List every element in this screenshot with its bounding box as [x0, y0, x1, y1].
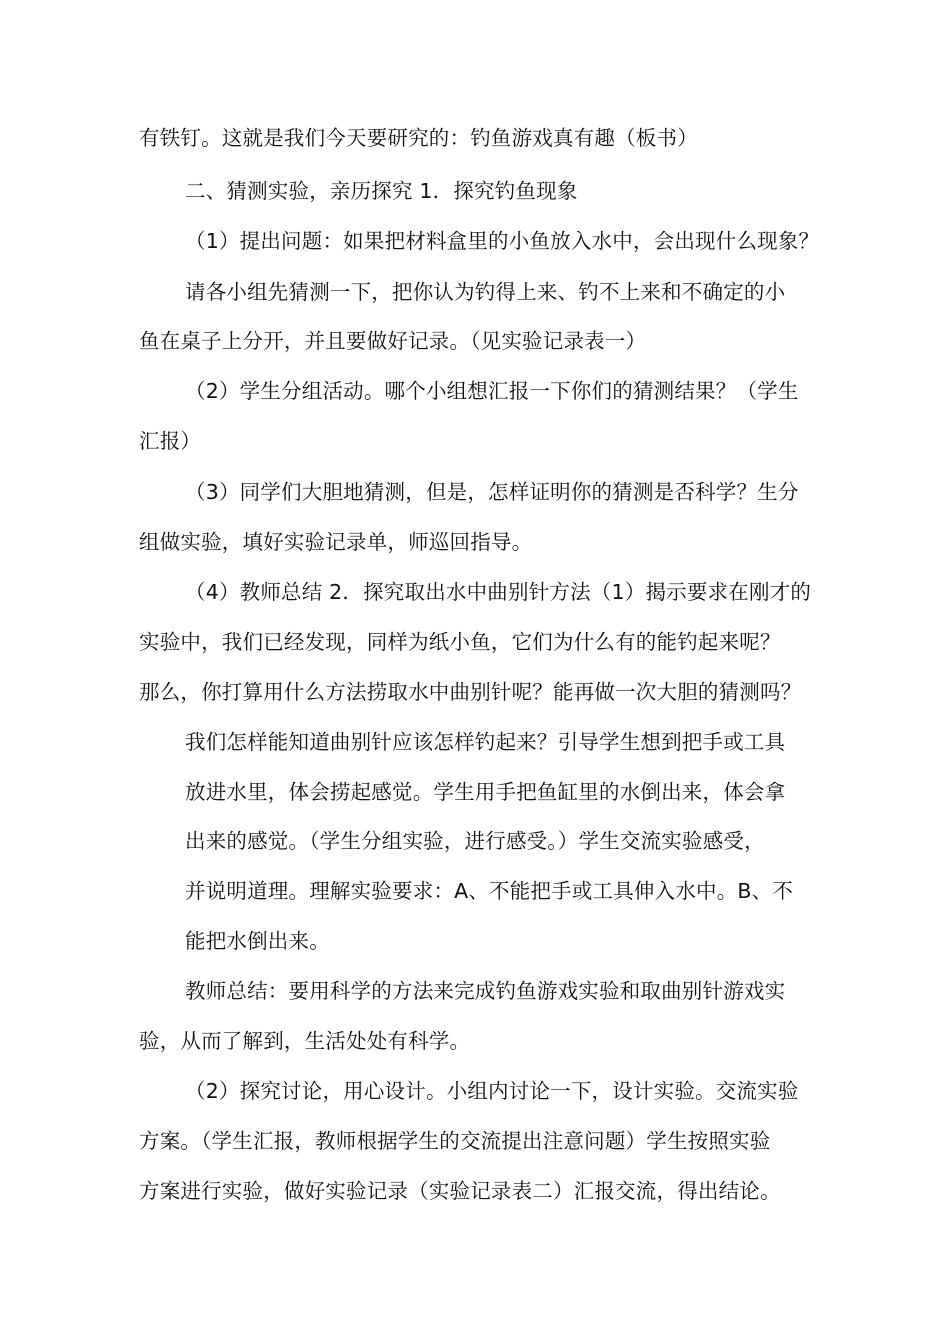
- text-line: 能把水倒出来。: [185, 929, 330, 953]
- text-line: （2）探究讨论，用心设计。小组内讨论一下，设计实验。交流实验: [185, 1079, 799, 1103]
- text-line: 方案。（学生汇报，教师根据学生的交流提出注意问题）学生按照实验: [139, 1129, 771, 1153]
- text-line: 教师总结：要用科学的方法来完成钓鱼游戏实验和取曲别针游戏实: [185, 979, 786, 1003]
- text-line: 验，从而了解到，生活处处有科学。: [139, 1029, 471, 1053]
- text-line: 我们怎样能知道曲别针应该怎样钓起来？引导学生想到把手或工具: [185, 730, 786, 754]
- text-line: 有铁钉。这就是我们今天要研究的：钓鱼游戏真有趣（板书）: [139, 126, 698, 150]
- text-line: 汇报）: [139, 429, 202, 453]
- text-line: 那么，你打算用什么方法捞取水中曲别针呢？能再做一次大胆的猜测吗？: [139, 680, 802, 704]
- text-line: 组做实验，填好实验记录单，师巡回指导。: [139, 530, 533, 554]
- section-heading: 二、猜测实验，亲历探究 1．探究钓鱼现象: [185, 179, 578, 203]
- text-line: 出来的感觉。（学生分组实验，进行感受。）学生交流实验感受，: [185, 829, 765, 853]
- text-line: （3）同学们大胆地猜测，但是，怎样证明你的猜测是否科学？生分: [185, 480, 799, 504]
- text-line: 实验中，我们已经发现，同样为纸小鱼，它们为什么有的能钓起来呢？: [139, 630, 781, 654]
- text-line: 并说明道理。理解实验要求：A、不能把手或工具伸入水中。B、不: [185, 879, 794, 903]
- text-line: 方案进行实验，做好实验记录（实验记录表二）汇报交流，得出结论。: [139, 1179, 781, 1203]
- text-line: 放进水里，体会捞起感觉。学生用手把鱼缸里的水倒出来，体会拿: [185, 780, 786, 804]
- text-line: 请各小组先猜测一下，把你认为钓得上来、钓不上来和不确定的小: [185, 280, 786, 304]
- text-line: （2）学生分组活动。哪个小组想汇报一下你们的猜测结果？（学生: [185, 379, 799, 403]
- text-line: （4）教师总结 2．探究取出水中曲别针方法（1）揭示要求在刚才的: [185, 580, 812, 604]
- text-line: 鱼在桌子上分开，并且要做好记录。（见实验记录表一）: [139, 329, 647, 353]
- text-line: （1）提出问题：如果把材料盒里的小鱼放入水中，会出现什么现象？: [185, 229, 820, 253]
